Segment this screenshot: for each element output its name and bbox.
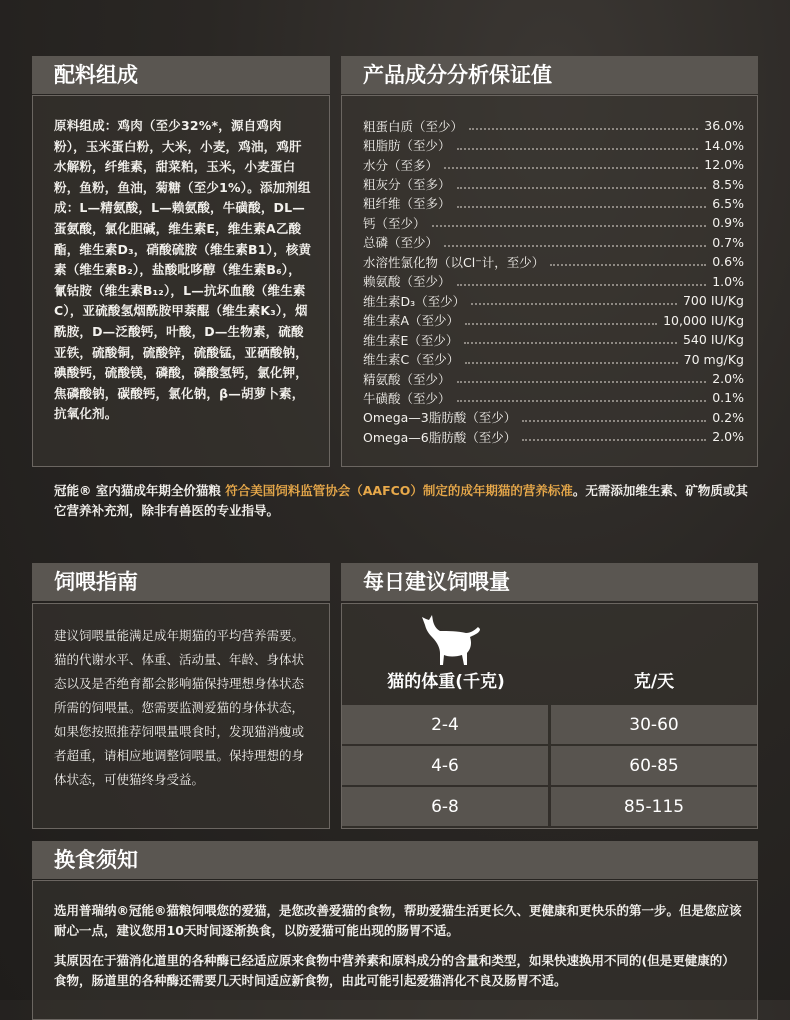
dot-leader: [432, 224, 707, 227]
analysis-label: 粗蛋白质（至少）: [363, 118, 464, 134]
weight-cell: 4-6: [342, 746, 548, 785]
analysis-panel: [341, 95, 758, 467]
analysis-row: [363, 427, 744, 446]
analysis-label: 维生素E（至少）: [363, 332, 459, 348]
analysis-value: 8.5%: [712, 176, 744, 192]
dot-leader: [457, 399, 707, 402]
analysis-row: [363, 349, 744, 368]
dot-leader: [464, 341, 677, 344]
note-prefix: 冠能® 室内猫成年期全价猫粮: [54, 483, 226, 498]
analysis-value: 1.0%: [712, 273, 744, 289]
grams-cell: 60-85: [551, 746, 757, 785]
dot-leader: [457, 205, 707, 208]
dot-leader: [522, 419, 706, 422]
note-suffix: 。无需添加维生素、矿物质或其它营养补充剂，除非有兽医的专业指导。: [54, 483, 748, 518]
dot-leader: [444, 244, 706, 247]
analysis-label: 粗脂肪（至少）: [363, 138, 451, 154]
analysis-value: 0.2%: [712, 409, 744, 425]
analysis-label: 总磷（至少）: [363, 235, 439, 251]
switching-para2: 其原因在于猫消化道里的各种酶已经适应原来食物中营养素和原料成分的含量和类型，如果快速换用不同的(但是更健康的）食物，肠道里的各种酶还需要几天时间适应新食物，由此可能引起爱猫消化不良及肠胃不适。: [54, 953, 735, 988]
note-highlight: 符合美国饲料监管协会（AAFCO）制定的成年期猫的营养标准: [225, 483, 573, 498]
analysis-label: 维生素A（至少）: [363, 313, 460, 329]
analysis-label: Omega—3脂肪酸（至少）: [363, 410, 517, 426]
dot-leader: [522, 438, 706, 441]
analysis-value: 700 IU/Kg: [682, 293, 744, 309]
dot-leader: [465, 361, 677, 364]
analysis-row: [363, 116, 744, 135]
dot-leader: [469, 127, 698, 130]
analysis-row: [363, 252, 744, 271]
analysis-label: 粗纤维（至多）: [363, 196, 451, 212]
analysis-value: 6.5%: [712, 195, 744, 211]
analysis-row: [363, 330, 744, 349]
analysis-label: 赖氨酸（至少）: [363, 274, 451, 290]
analysis-row: [363, 369, 744, 388]
analysis-label: 粗灰分（至多）: [363, 177, 451, 193]
dot-leader: [457, 380, 707, 383]
dot-leader: [550, 263, 706, 266]
analysis-row: [363, 388, 744, 407]
analysis-label: 水溶性氯化物（以Cl⁻计，至少）: [363, 254, 545, 270]
cat-silhouette-icon: [410, 613, 482, 669]
analysis-row: [363, 408, 744, 427]
analysis-label: 水分（至多）: [363, 157, 439, 173]
dot-leader: [457, 283, 707, 286]
aafco-note: [54, 481, 754, 521]
dot-leader: [444, 166, 698, 169]
analysis-label: 维生素D₃（至少）: [363, 293, 466, 309]
analysis-row: [363, 213, 744, 232]
weight-cell: 6-8: [342, 787, 548, 826]
analysis-row: [363, 233, 744, 252]
weight-cell: 2-4: [342, 705, 548, 744]
analysis-header: 产品成分分析保证值: [341, 56, 758, 94]
analysis-row: [363, 272, 744, 291]
feeding-guide-header: 饲喂指南: [32, 563, 330, 601]
analysis-label: 钙（至少）: [363, 215, 426, 231]
daily-amount-panel: [341, 603, 758, 829]
analysis-value: 36.0%: [704, 118, 744, 134]
dot-leader: [465, 322, 657, 325]
feeding-guide-text: 建议饲喂量能满足成年期猫的平均营养需要。猫的代谢水平、体重、活动量、年龄、身体状态以及是否绝育都会影响猫保持理想身体状态所需的饲喂量。您需要监测爱猫的身体状态，如果您按照推荐饲喂量喂食时，发现猫消瘦或者超重，请相应地调整饲喂量。保持理想的身体状态，可使猫终身受益。: [54, 628, 305, 787]
analysis-value: 12.0%: [704, 157, 744, 173]
switching-para1: 选用普瑞纳®冠能®猫粮饲喂您的爱猫，是您改善爱猫的食物，帮助爱猫生活更长久、更健康和更快乐的第一步。但是您应该耐心一点，建议您用10天时间逐渐换食，以防爱猫可能出现的肠胃不适。: [54, 903, 742, 938]
ingredients-panel: [32, 95, 330, 467]
analysis-label: 牛磺酸（至少）: [363, 390, 451, 406]
analysis-value: 0.1%: [712, 390, 744, 406]
analysis-label: 精氨酸（至少）: [363, 371, 451, 387]
grams-cell: 85-115: [551, 787, 757, 826]
ingredients-text: 原料组成：鸡肉（至少32%*，源自鸡肉粉），玉米蛋白粉，大米，小麦，鸡油，鸡肝水解粉，纤维素，甜菜粕，玉米，小麦蛋白粉，鱼粉，鱼油，菊糖（至少1%）。添加剂组成：L—精氨酸，L—赖氨酸，牛磺酸，DL—蛋氨酸，氯化胆碱，维生素E，维生素A乙酸酯，维生素D₃，硝酸硫胺（维生素B1），核黄素（维生素B₂），盐酸吡哆醇（维生素B₆），氰钴胺（维生素B₁₂），L—抗坏血酸（维生素C），亚硫酸氢烟酰胺甲萘醌（维生素K₃），烟酰胺，D—泛酸钙，叶酸，D—生物素，硫酸亚铁，硫酸铜，硫酸锌，硫酸锰，亚硒酸钠，碘酸钙，硫酸镁，磷酸，磷酸氢钙，氯化钾，焦磷酸钠，碳酸钙，氯化钠，β—胡萝卜素，抗氧化剂。: [54, 118, 312, 422]
analysis-row: [363, 135, 744, 154]
col-weight-header: 猫的体重(千克): [387, 672, 505, 692]
analysis-value: 0.7%: [712, 234, 744, 250]
analysis-row: [363, 311, 744, 330]
dot-leader: [457, 186, 707, 189]
ingredients-header: 配料组成: [32, 56, 330, 94]
analysis-value: 2.0%: [712, 371, 744, 387]
dot-leader: [457, 147, 699, 150]
switching-panel: [32, 880, 758, 1020]
analysis-value: 0.9%: [712, 215, 744, 231]
feeding-guide-panel: [32, 603, 330, 829]
switching-text: [54, 901, 744, 991]
analysis-label: 维生素C（至少）: [363, 352, 460, 368]
analysis-value: 540 IU/Kg: [682, 332, 744, 348]
analysis-value: 70 mg/Kg: [683, 351, 744, 367]
analysis-label: Omega—6脂肪酸（至少）: [363, 429, 517, 445]
analysis-value: 2.0%: [712, 429, 744, 445]
analysis-value: 14.0%: [704, 137, 744, 153]
analysis-value: 0.6%: [712, 254, 744, 270]
analysis-row: [363, 291, 744, 310]
grams-cell: 30-60: [551, 705, 757, 744]
dot-leader: [471, 302, 677, 305]
analysis-value: 10,000 IU/Kg: [663, 312, 744, 328]
switching-header: 换食须知: [32, 841, 758, 879]
col-grams-header: 克/天: [633, 672, 675, 692]
analysis-row: [363, 155, 744, 174]
daily-amount-header: 每日建议饲喂量: [341, 563, 758, 601]
analysis-row: [363, 174, 744, 193]
analysis-row: [363, 194, 744, 213]
